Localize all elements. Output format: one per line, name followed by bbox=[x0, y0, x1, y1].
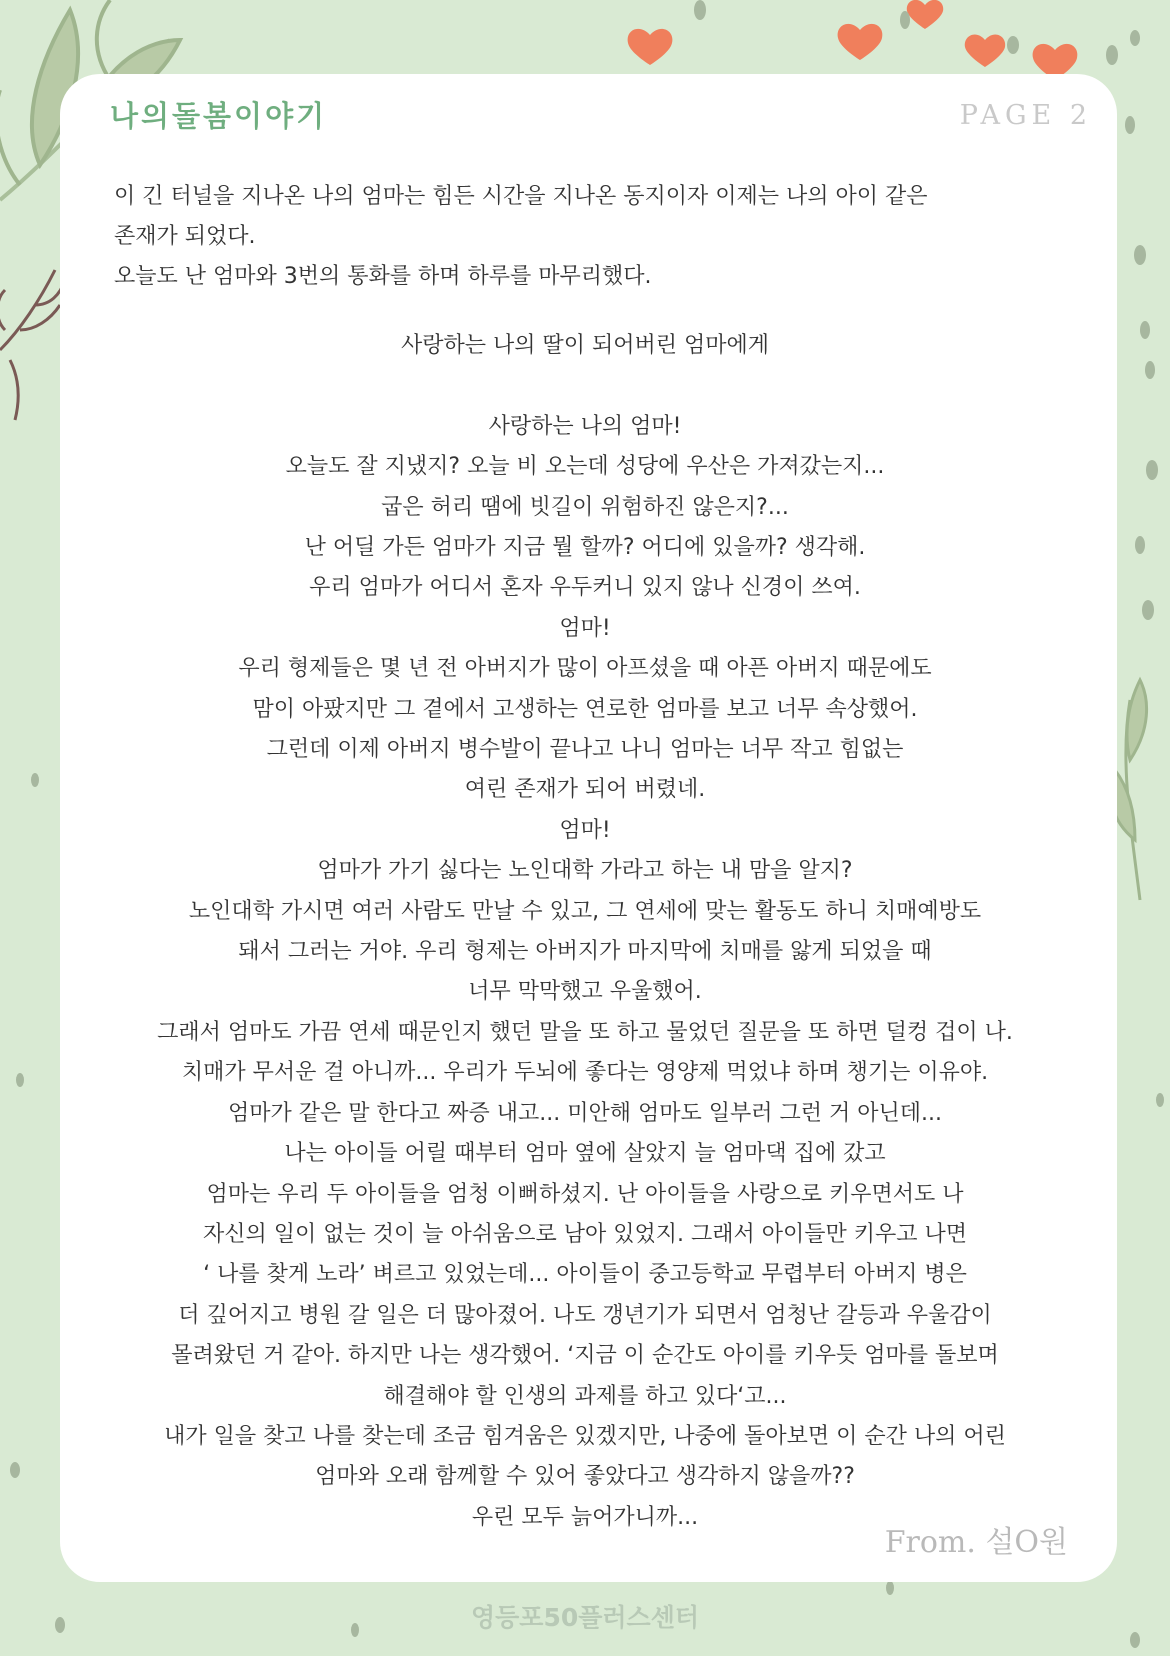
letter-line: 나는 아이들 어릴 때부터 엄마 옆에 살았지 늘 엄마댁 집에 갔고 bbox=[284, 1141, 886, 1167]
intro-paragraph bbox=[114, 177, 1014, 297]
letter-line: 엄마! bbox=[559, 817, 611, 843]
letter-body bbox=[90, 326, 1080, 1538]
letter-line: 엄마가 같은 말 한다고 짜증 내고... 미안해 엄마도 일부러 그런 거 아닌데... bbox=[228, 1100, 942, 1126]
intro-line: 이 긴 터널을 지나온 나의 엄마는 힘든 시간을 지나온 동지이자 이제는 나의 아이 같은 bbox=[114, 184, 928, 209]
intro-line: 오늘도 난 엄마와 3번의 통화를 하며 하루를 마무리했다. bbox=[114, 264, 652, 289]
letter-line: 엄마와 오래 함께할 수 있어 좋았다고 생각하지 않을까?? bbox=[315, 1464, 855, 1490]
intro-line: 존재가 되었다. bbox=[114, 224, 256, 249]
letter-line: 여린 존재가 되어 버렸네. bbox=[464, 777, 706, 803]
letter-line: 돼서 그러는 거야. 우리 형제는 아버지가 마지막에 치매를 앓게 되었을 때 bbox=[238, 939, 932, 965]
letter-line: 우리 엄마가 어디서 혼자 우두커니 있지 않나 신경이 쓰여. bbox=[309, 575, 861, 601]
letter-line: 굽은 허리 땜에 빗길이 위험하진 않은지?... bbox=[381, 494, 789, 520]
series-title: 나의돌봄이야기 bbox=[110, 99, 328, 133]
letter-line: 자신의 일이 없는 것이 늘 아쉬움으로 남아 있었지. 그래서 아이들만 키우고 나면 bbox=[203, 1221, 967, 1247]
letter-signature: From. 설O원 bbox=[884, 1525, 1068, 1560]
letter-title: 사랑하는 나의 딸이 되어버린 엄마에게 bbox=[400, 333, 769, 358]
letter-line: 몰려왔던 거 같아. 하지만 나는 생각했어. ‘지금 이 순간도 아이를 키우듯 엄마를 돌보며 bbox=[171, 1343, 999, 1369]
letter-line: 노인대학 가시면 여러 사람도 만날 수 있고, 그 연세에 맞는 활동도 하니 치매예방도 bbox=[188, 898, 982, 924]
twig-left bbox=[0, 270, 65, 420]
letter-line: 내가 일을 찾고 나를 찾는데 조금 힘겨움은 있겠지만, 나중에 돌아보면 이 순간 나의 어린 bbox=[164, 1423, 1006, 1449]
letter-line: ‘ 나를 찾게 노라’ 벼르고 있었는데... 아이들이 중고등학교 무렵부터 아버지 병은 bbox=[203, 1262, 967, 1288]
letter-line: 오늘도 잘 지냈지? 오늘 비 오는데 성당에 우산은 가져갔는지... bbox=[285, 454, 885, 480]
letter-line: 난 어딜 가든 엄마가 지금 뭘 할까? 어디에 있을까? 생각해. bbox=[304, 535, 866, 561]
letter-line: 그런데 이제 아버지 병수발이 끝나고 나니 엄마는 너무 작고 힘없는 bbox=[266, 737, 904, 763]
letter-line: 엄마! bbox=[559, 615, 611, 641]
letter-line: 그래서 엄마도 가끔 연세 때문인지 했던 말을 또 하고 물었던 질문을 또 하면 덜컹 겁이 나. bbox=[157, 1019, 1013, 1045]
spacer bbox=[90, 366, 1080, 406]
letter-line: 엄마가 가기 싫다는 노인대학 가라고 하는 내 맘을 알지? bbox=[317, 858, 853, 884]
letter-line: 너무 막막했고 우울했어. bbox=[468, 979, 702, 1005]
letter-line: 더 깊어지고 병원 갈 일은 더 많아졌어. 나도 갱년기가 되면서 엄청난 갈등과 우울감이 bbox=[178, 1302, 992, 1328]
letter-line: 엄마는 우리 두 아이들을 엄청 이뻐하셨지. 난 아이들을 사랑으로 키우면서도 나 bbox=[206, 1181, 964, 1207]
letter-line: 맘이 아팠지만 그 곁에서 고생하는 연로한 엄마를 보고 너무 속상했어. bbox=[252, 696, 918, 722]
letter-line: 해결해야 할 인생의 과제를 하고 있다‘고... bbox=[383, 1383, 787, 1409]
page-number: PAGE 2 bbox=[959, 100, 1092, 131]
footer-organization: 영등포50플러스센터 bbox=[471, 1603, 699, 1632]
letter-line: 우리 형제들은 몇 년 전 아버지가 많이 아프셨을 때 아픈 아버지 때문에도 bbox=[238, 656, 932, 682]
letter-line: 사랑하는 나의 엄마! bbox=[488, 413, 682, 439]
letter-line: 치매가 무서운 걸 아니까... 우리가 두뇌에 좋다는 영양제 먹었냐 하며 챙기는 이유야. bbox=[181, 1060, 989, 1086]
letter-line: 우린 모두 늙어가니까... bbox=[471, 1504, 699, 1530]
